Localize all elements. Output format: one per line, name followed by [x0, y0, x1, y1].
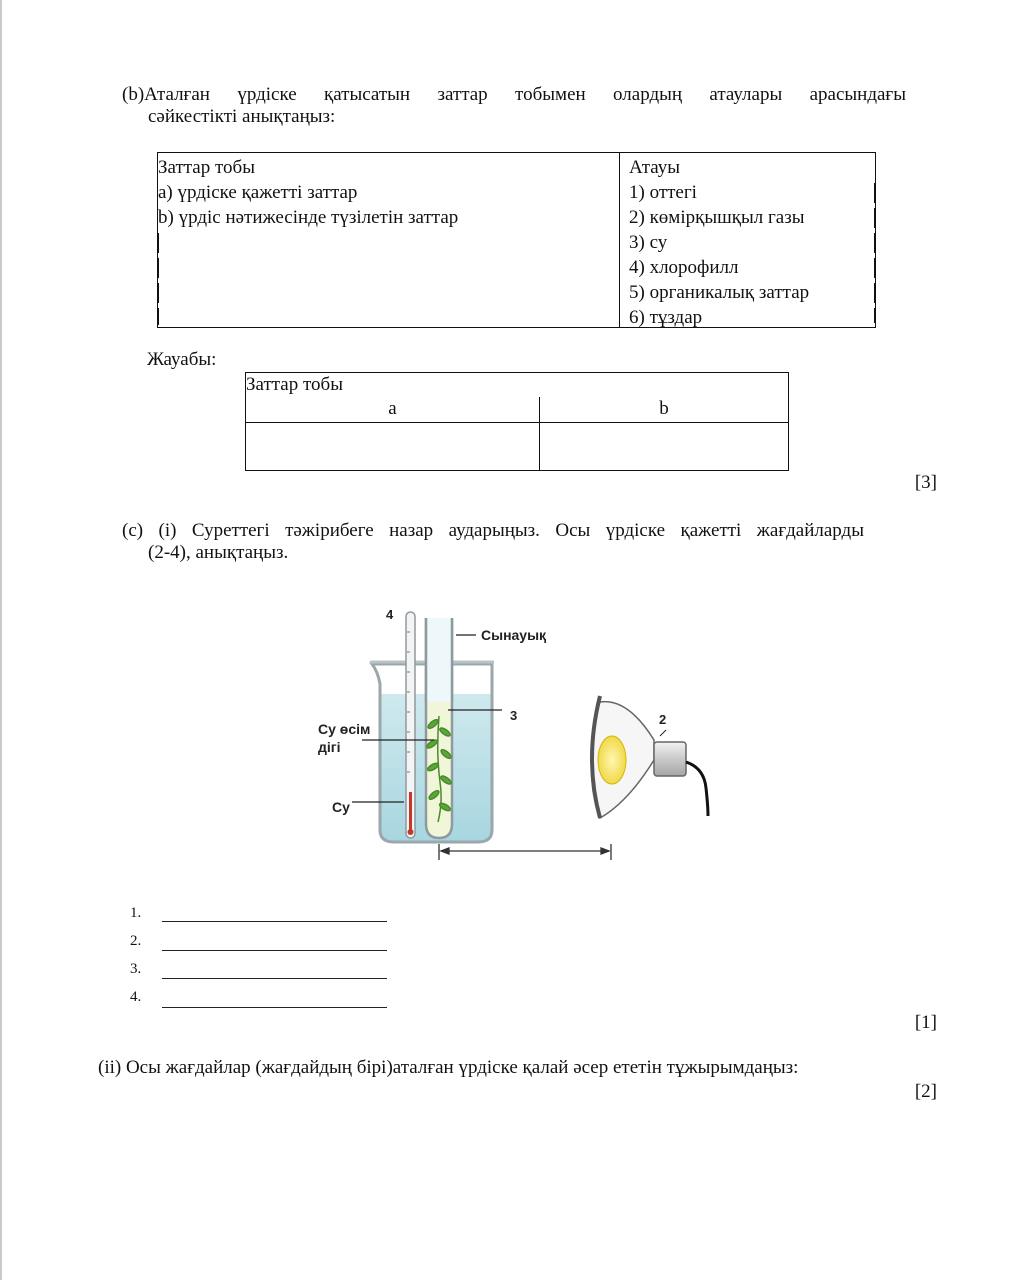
label-4: 4	[386, 607, 394, 622]
lamp	[592, 696, 708, 818]
answer-line-1[interactable]	[162, 921, 387, 922]
answer-col-b-label: b	[540, 397, 789, 422]
distance-marker	[439, 844, 611, 860]
label-water: Су	[332, 799, 350, 815]
question-b-line2: сәйкестікті анықтаңыз:	[148, 106, 336, 127]
substance-groups-column	[158, 153, 620, 328]
answer-label: Жауабы:	[147, 349, 217, 370]
substance-group-a: a) үрдіске қажетті заттар	[158, 182, 358, 203]
name-item-6: 6) тұздар	[629, 307, 703, 328]
name-item-4: 4) хлорофилл	[629, 257, 739, 278]
name-item-2: 2) көмірқышқыл газы	[629, 207, 805, 228]
marks-c-ii: [2]	[914, 1081, 937, 1102]
name-item-5: 5) органикалық заттар	[629, 282, 810, 303]
substance-group-b: b) үрдіс нәтижесінде түзілетін заттар	[158, 207, 459, 228]
answer-number-4: 4.	[130, 989, 142, 1005]
substance-groups-header: Заттар тобы	[158, 157, 255, 178]
names-column	[620, 153, 876, 328]
page-left-edge	[0, 0, 2, 1280]
question-c-ii: (ii) Осы жағдайлар (жағдайдың бірі)аталған үрдіске қалай әсер ететін тұжырымдаңыз:	[98, 1057, 799, 1078]
answer-cell-a[interactable]	[246, 422, 540, 471]
label-plant-line1: Су өсім	[318, 721, 371, 737]
label-test-tube: Сынауық	[481, 627, 547, 643]
answer-table-header: Заттар тобы	[246, 374, 343, 395]
question-b-line1: (b)Аталған үрдіске қатысатын заттар тобымен олардың атаулары арасындағы	[122, 84, 906, 105]
dashed-guide-right	[874, 183, 875, 323]
thermometer	[406, 612, 415, 838]
answer-line-2[interactable]	[162, 950, 387, 951]
label-2: 2	[659, 712, 667, 727]
name-item-3: 3) су	[629, 232, 668, 253]
answer-col-a-label: a	[246, 397, 540, 422]
answer-number-1: 1.	[130, 905, 142, 921]
answer-line-4[interactable]	[162, 1007, 387, 1008]
question-c-i-line2: (2-4), анықтаңыз.	[148, 542, 289, 563]
answer-number-2: 2.	[130, 933, 142, 949]
photosynthesis-experiment-figure	[300, 592, 720, 872]
matching-table	[157, 152, 876, 328]
name-item-1: 1) оттегі	[629, 182, 697, 203]
dashed-guide-left	[158, 233, 159, 325]
answer-cell-b[interactable]	[540, 422, 789, 471]
label-plant-line2: дігі	[318, 739, 341, 755]
marks-b: [3]	[914, 472, 937, 493]
label-3: 3	[510, 708, 518, 723]
answer-table	[245, 372, 789, 471]
question-c-i-line1: (c) (i) Суреттегі тәжірибеге назар аударыңыз. Осы үрдіске қажетті жағдайларды	[122, 520, 864, 541]
answer-number-3: 3.	[130, 961, 142, 977]
marks-c-i: [1]	[914, 1012, 937, 1033]
names-header: Атауы	[629, 157, 681, 178]
answer-line-3[interactable]	[162, 978, 387, 979]
